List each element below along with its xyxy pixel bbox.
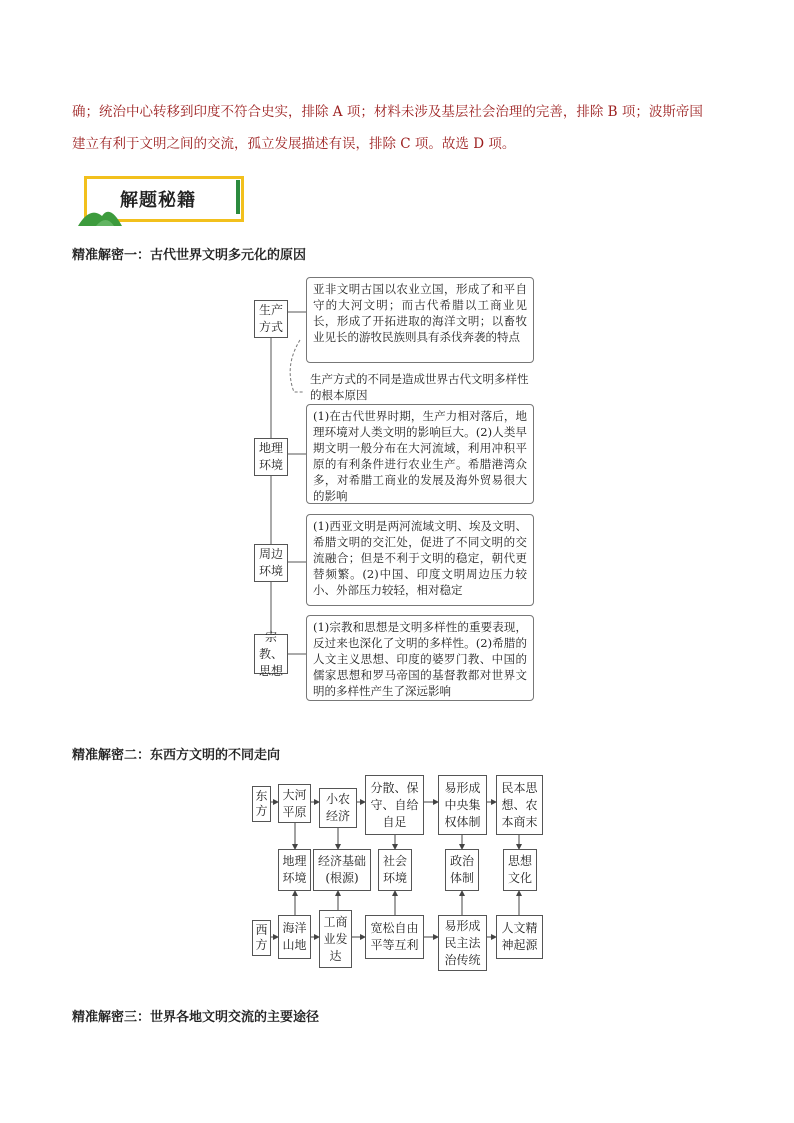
s2-west-society: 宽松自由平等互利 xyxy=(365,915,424,959)
intro-line-1: 确；统治中心转移到印度不符合史实，排除 A 项；材料未涉及基层社会治理的完善，排除 B 项；波斯帝国 xyxy=(72,104,703,120)
section1-heading: 精准解密一：古代世界文明多元化的原因 xyxy=(72,248,307,263)
s2-east-plain: 大河平原 xyxy=(278,784,311,823)
s2-east-thought: 民本思想、农本商末 xyxy=(496,775,543,835)
s2-west-politics: 易形成民主法治传统 xyxy=(438,915,487,971)
s2-east-label: 东方 xyxy=(252,786,271,822)
s2-west-label: 西方 xyxy=(252,920,271,956)
section3-heading: 精准解密三：世界各地文明交流的主要途径 xyxy=(72,1010,320,1025)
s2-mid-economic-base: 经济基础(根源) xyxy=(313,849,371,891)
intro-line-2: 建立有利于文明之间的交流，孤立发展描述有误，排除 C 项。故选 D 项。 xyxy=(72,136,516,152)
banner-title: 解题秘籍 xyxy=(120,190,196,211)
section2-heading: 精准解密二：东西方文明的不同走向 xyxy=(72,748,281,763)
s2-west-ocean: 海洋山地 xyxy=(278,915,311,959)
s2-mid-geography: 地理环境 xyxy=(278,849,311,891)
s1-text-geography: (1)在古代世界时期，生产力相对落后，地理环境对人类文明的影响巨大。(2)人类早期文明一般分布在大河流域，利用冲积平原的有利条件进行农业生产。希腊港湾众多，对希腊工商业的发展及海外贸易很大的影响 xyxy=(306,404,534,504)
s1-text-production: 亚非文明古国以农业立国，形成了和平自守的大河文明；而古代希腊以工商业见长，形成了开拓进取的海洋文明；以畜牧业见长的游牧民族则具有杀伐奔袭的特点 xyxy=(306,277,534,363)
s2-east-society: 分散、保守、自给自足 xyxy=(365,775,424,835)
s2-west-thought: 人文精神起源 xyxy=(496,915,543,959)
s2-west-commerce: 工商业发达 xyxy=(319,910,352,968)
s2-east-economy: 小农经济 xyxy=(319,788,357,828)
s2-east-politics: 易形成中央集权体制 xyxy=(438,775,487,835)
s1-label-surroundings: 周边环境 xyxy=(254,544,288,582)
s1-text-religion: (1)宗教和思想是文明多样性的重要表现，反过来也深化了文明的多样性。(2)希腊的人文主义思想、印度的婆罗门教、中国的儒家思想和罗马帝国的基督教都对世界文明的多样性产生了深远影响 xyxy=(306,615,534,701)
s1-label-production: 生产方式 xyxy=(254,300,288,338)
s1-label-geography: 地理环境 xyxy=(254,438,288,476)
s1-note: 生产方式的不同是造成世界古代文明多样性的根本原因 xyxy=(310,372,529,402)
s1-text-surroundings: (1)西亚文明是两河流域文明、埃及文明、希腊文明的交汇处，促进了不同文明的交流融合；但是不利于文明的稳定，朝代更替频繁。(2)中国、印度文明周边压力较小、外部压力较轻，相对稳定 xyxy=(306,514,534,606)
s1-label-religion: 宗教、思想 xyxy=(254,634,288,674)
s2-mid-social-env: 社会环境 xyxy=(378,849,412,891)
s2-mid-thought-culture: 思想文化 xyxy=(503,849,537,891)
s2-mid-political-system: 政治体制 xyxy=(445,849,479,891)
